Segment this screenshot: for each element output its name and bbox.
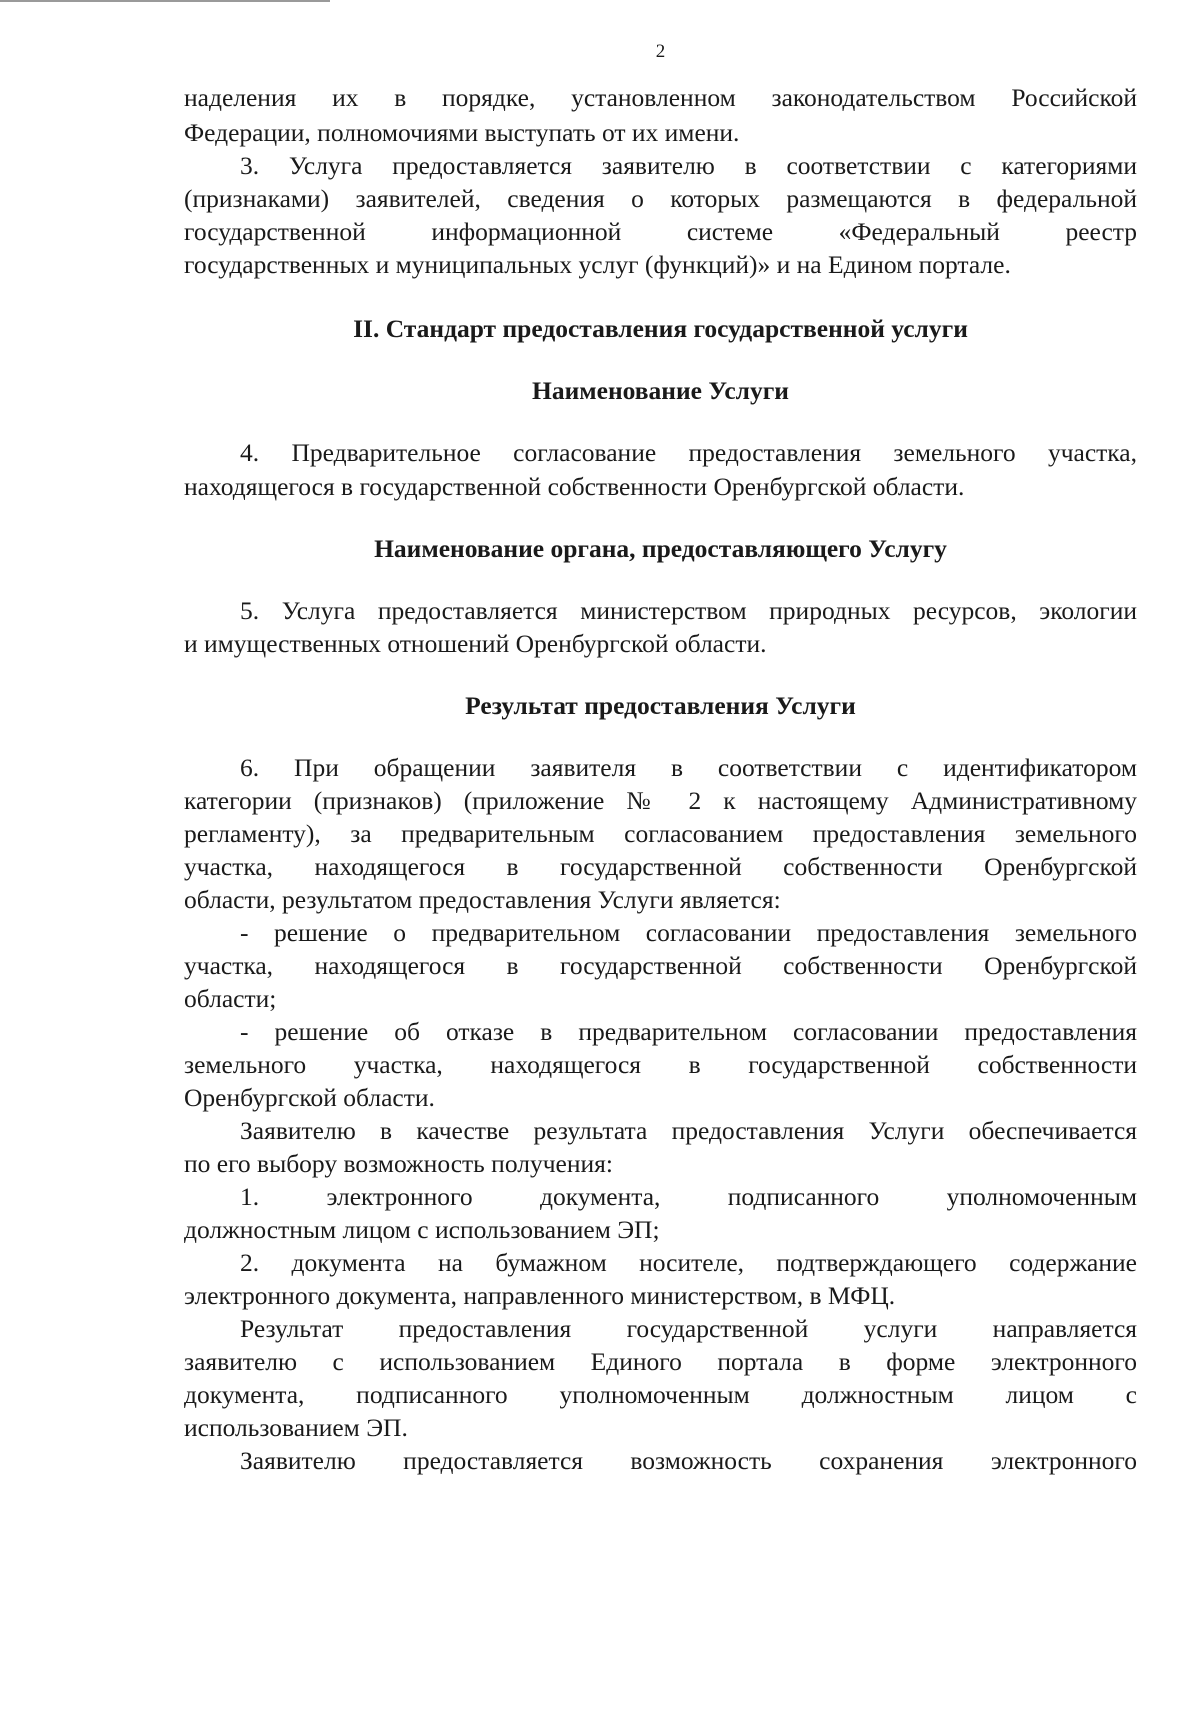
paragraph-line: участка, находящегося в государственной собственности Оренбургской [184, 951, 1137, 980]
paragraph-line: наделения их в порядке, установленном законодательством Российской [184, 83, 1137, 112]
scan-edge-mark [0, 0, 330, 2]
paragraph-line: регламенту), за предварительным согласованием предоставления земельного [184, 819, 1137, 848]
page-number: 2 [655, 41, 666, 62]
paragraph-line: должностным лицом с использованием ЭП; [184, 1215, 660, 1244]
paragraph-line: участка, находящегося в государственной собственности Оренбургской [184, 852, 1137, 881]
paragraph-line: Результат предоставления государственной услуги направляется [240, 1314, 1137, 1343]
list-dash-item: - решение об отказе в предварительном согласовании предоставления [240, 1017, 1137, 1046]
paragraph-line: электронного документа, направленного министерством, в МФЦ. [184, 1281, 896, 1310]
paragraph-line: заявителю с использованием Единого портала в форме электронного [184, 1347, 1137, 1376]
numbered-item: 1. электронного документа, подписанного уполномоченным [240, 1182, 1137, 1211]
paragraph-line: области; [184, 984, 277, 1013]
paragraph-line: 6. При обращении заявителя в соответствии с идентификатором [240, 753, 1137, 782]
paragraph-line: и имущественных отношений Оренбургской области. [184, 629, 767, 658]
paragraph-line: 4. Предварительное согласование предоставления земельного участка, [240, 438, 1137, 467]
paragraph-line: Заявителю в качестве результата предоставления Услуги обеспечивается [240, 1116, 1137, 1145]
section-heading: II. Стандарт предоставления государственной услуги [353, 314, 968, 343]
paragraph-line: документа, подписанного уполномоченным должностным лицом с [184, 1380, 1137, 1409]
paragraph-line: по его выбору возможность получения: [184, 1149, 613, 1178]
paragraph-line: Заявителю предоставляется возможность сохранения электронного [240, 1446, 1137, 1475]
paragraph-line: Оренбургской области. [184, 1083, 435, 1112]
paragraph-line: категории (признаков) (приложение № 2 к настоящему Административному [184, 786, 1137, 815]
paragraph-line: использованием ЭП. [184, 1413, 408, 1442]
subsection-heading: Наименование Услуги [532, 376, 789, 405]
paragraph-line: находящегося в государственной собственности Оренбургской области. [184, 472, 965, 501]
paragraph-line: государственной информационной системе «Федеральный реестр [184, 217, 1137, 246]
paragraph-line: государственных и муниципальных услуг (функций)» и на Едином портале. [184, 250, 1011, 279]
paragraph-line: (признаками) заявителей, сведения о которых размещаются в федеральной [184, 184, 1137, 213]
paragraph-line: Федерации, полномочиями выступать от их имени. [184, 118, 740, 147]
paragraph-line: области, результатом предоставления Услуги является: [184, 885, 781, 914]
subsection-heading: Наименование органа, предоставляющего Услугу [374, 534, 947, 563]
paragraph-line: 3. Услуга предоставляется заявителю в соответствии с категориями [240, 151, 1137, 180]
list-dash-item: - решение о предварительном согласовании предоставления земельного [240, 918, 1137, 947]
numbered-item: 2. документа на бумажном носителе, подтверждающего содержание [240, 1248, 1137, 1277]
paragraph-line: 5. Услуга предоставляется министерством природных ресурсов, экологии [240, 596, 1137, 625]
subsection-heading: Результат предоставления Услуги [465, 691, 856, 720]
paragraph-line: земельного участка, находящегося в государственной собственности [184, 1050, 1137, 1079]
